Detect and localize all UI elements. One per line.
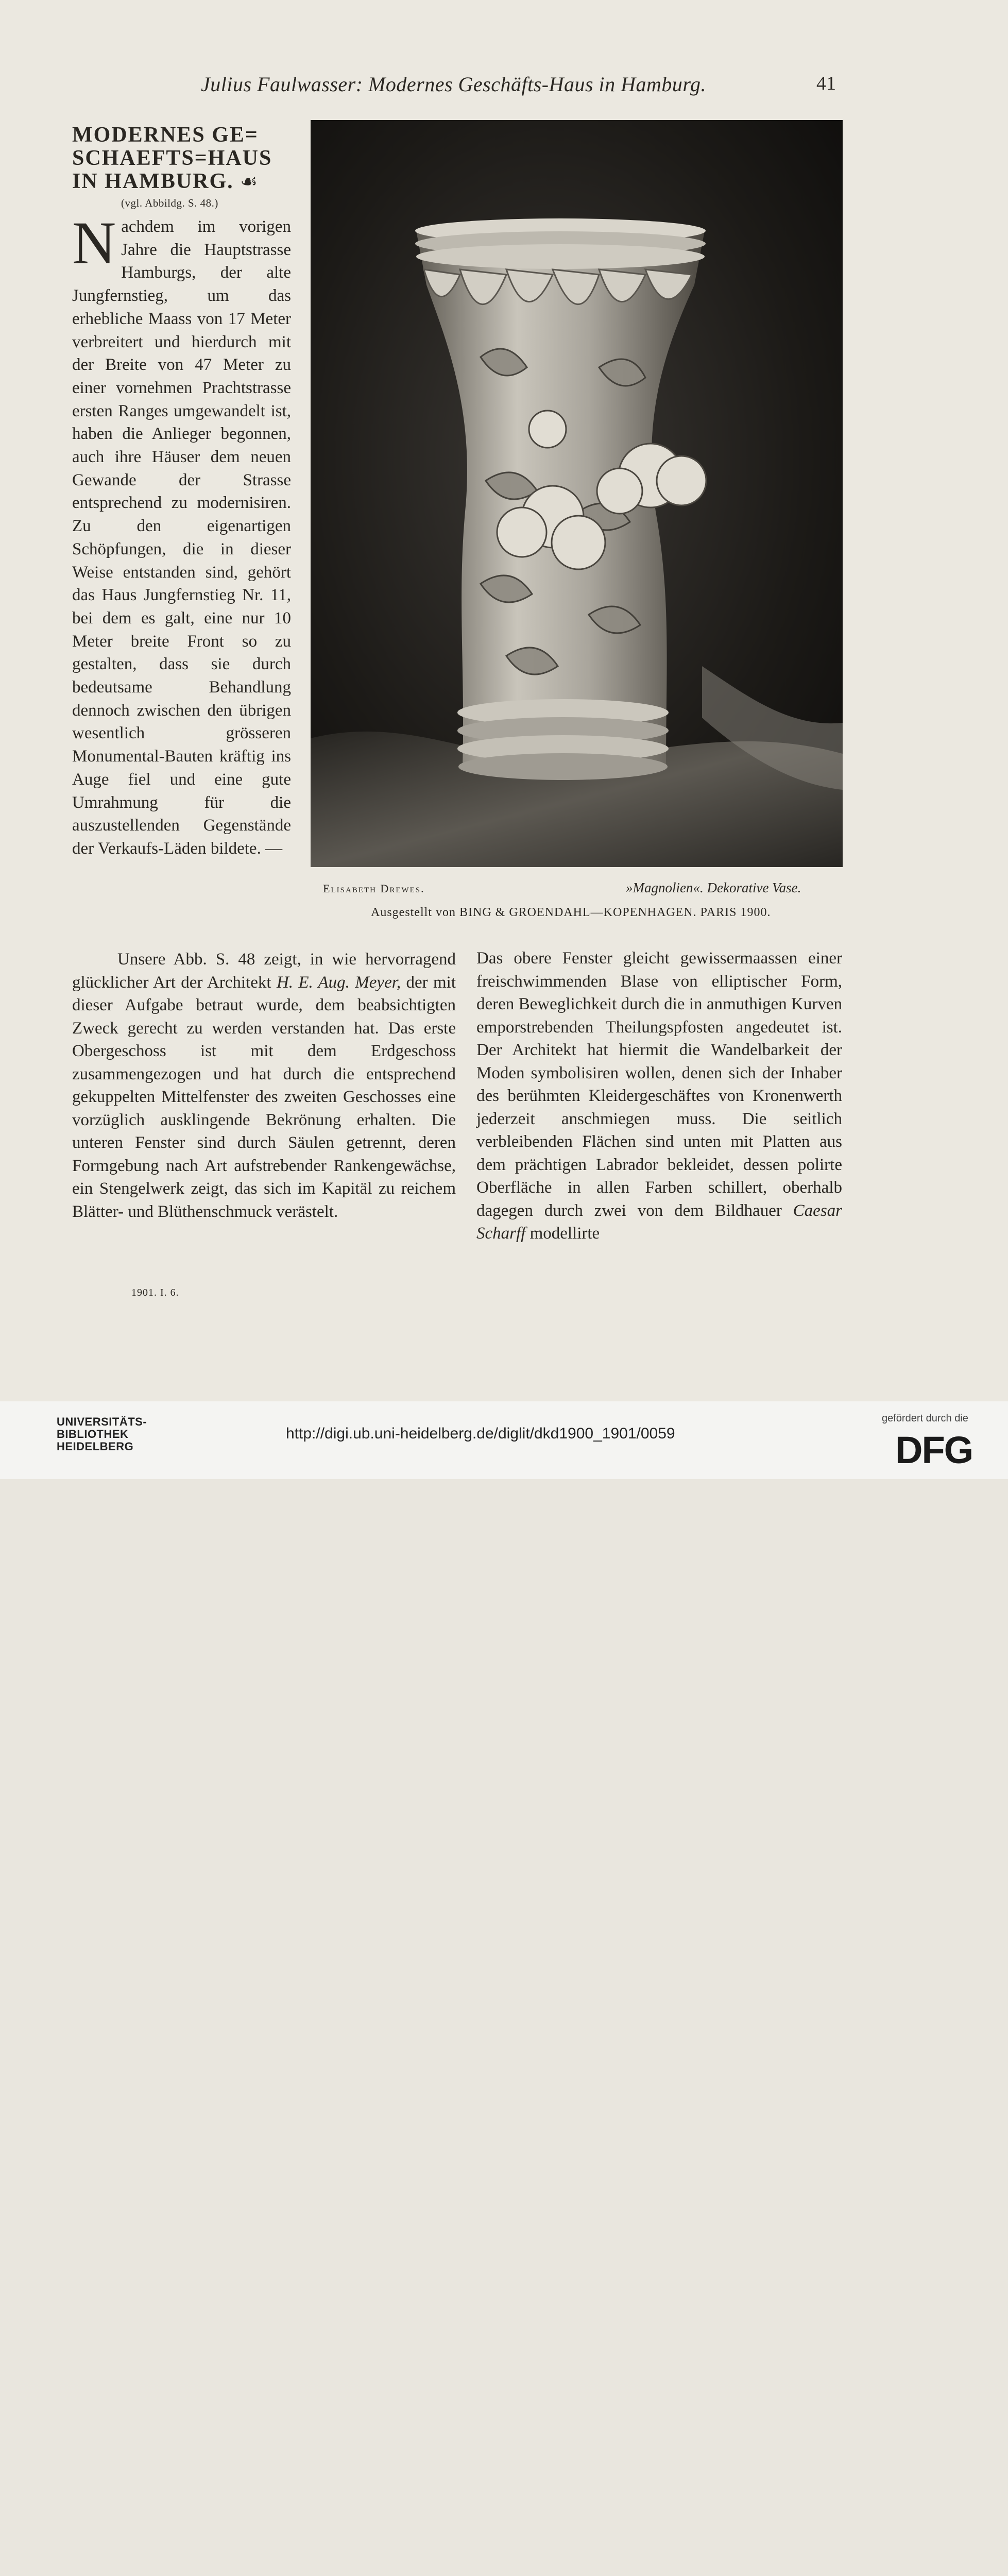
title-line-1: MODERNES GE= xyxy=(72,123,259,147)
ornament-icon: ☙ xyxy=(240,171,258,193)
paragraph-right: Das obere Fenster gleicht gewissermaassen einer freischwimmenden Blase von elliptischer Form, deren Beweglichkeit durch die in anmuthigen Kurven emporstrebenden Theilungspfosten angedeutet ist. Der Architekt hat hiermit die Wandelbarkeit der Moden symbolisiren wollen, denen sich der Inhaber des berühmten Kleidergeschäftes von Kronenwerth jederzeit anschmiegen muss. Die seitlich verbleibenden Flächen sind unten mit Platten aus dem prächtigen Labrador bekleidet, dessen polirte Oberfläche in allen Farben schillert, oberhalb dagegen durch zwei von dem Bildhauer Caesar Scharff modellirte xyxy=(476,949,842,1243)
sculptor-name: Caesar Scharff xyxy=(476,1201,842,1243)
page-number: 41 xyxy=(816,73,836,94)
running-title: Julius Faulwasser: Modernes Geschäfts-Haus in Hamburg. xyxy=(201,73,707,96)
title-line-3: IN HAMBURG. xyxy=(72,170,234,193)
intro-text: achdem im vorigen Jahre die Hauptstrasse Hamburgs, der alte Jungfernstieg, um das erhebliche Maass von 17 Meter verbreitert und hierdurch mit der Breite von 47 Meter zu einer vornehmen Prachtstrasse ersten Ranges umgewandelt ist, haben die Anlieger begonnen, auch ihre Häuser dem neuen Gewande der Strasse entsprechend zu modernisiren. Zu den eigenartigen Schöpfungen, die in dieser Weise entstanden sind, gehört das Haus Jungfernstieg Nr. 11, bei dem es galt, eine nur 10 Meter breite Front so zu gestalten, dass sie durch bedeutsame Behandlung dennoch zwischen den übrigen wesentlich grösseren Monumental-Bauten kräftig ins Auge fiel und eine gute Umrahmung für die auszustellenden Gegenstände der Verkaufs-Läden bildete. — xyxy=(72,217,291,858)
funding-note: gefördert durch die xyxy=(882,1413,968,1424)
figure-reference: (vgl. Abbildg. S. 48.) xyxy=(121,197,218,209)
signature-mark: 1901. I. 6. xyxy=(131,1287,179,1298)
drop-cap: N xyxy=(72,209,116,277)
article-title xyxy=(72,124,299,194)
library-name: UNIVERSITÄTS- BIBLIOTHEK HEIDELBERG xyxy=(57,1415,147,1453)
dfg-logo: DFG xyxy=(895,1429,973,1471)
source-url-link[interactable]: http://digi.ub.uni-heidelberg.de/diglit/dkd1900_1901/0059 xyxy=(286,1425,675,1442)
architect-name: H. E. Aug. Meyer, xyxy=(276,973,401,992)
title-line-2: SCHAEFTS=HAUS xyxy=(72,146,272,170)
figure-title: »Magnolien«. Dekorative Vase. xyxy=(626,880,801,895)
vase-photograph xyxy=(311,120,843,867)
figure-artist: Elisabeth Drewes. xyxy=(323,882,425,895)
paragraph-left: Unsere Abb. S. 48 zeigt, in wie hervorragend glücklicher Art der Architekt H. E. Aug. Meyer, der mit dieser Aufgabe betraut wurde, dem beabsichtigten Zweck gerecht zu werden verstanden hat. Das erste Obergeschoss ist mit dem Erdgeschoss zusammengezogen und hat durch die entsprechend gekuppelten Mittelfenster des zweiten Geschosses eine vorzüglich ausklingende Bekrönung erhalten. Die unteren Fenster sind durch Säulen getrennt, deren Formgebung nach Art aufstrebender Rankengewächse, ein Stengelwerk zeigt, das sich im Kapitäl zu reichem Blätter- und Blüthenschmuck verästelt. xyxy=(72,950,456,1221)
paragraph-intro xyxy=(72,209,291,860)
figure-exhibit-note: Ausgestellt von BING & GROENDAHL—KOPENHAGEN. PARIS 1900. xyxy=(371,906,771,919)
